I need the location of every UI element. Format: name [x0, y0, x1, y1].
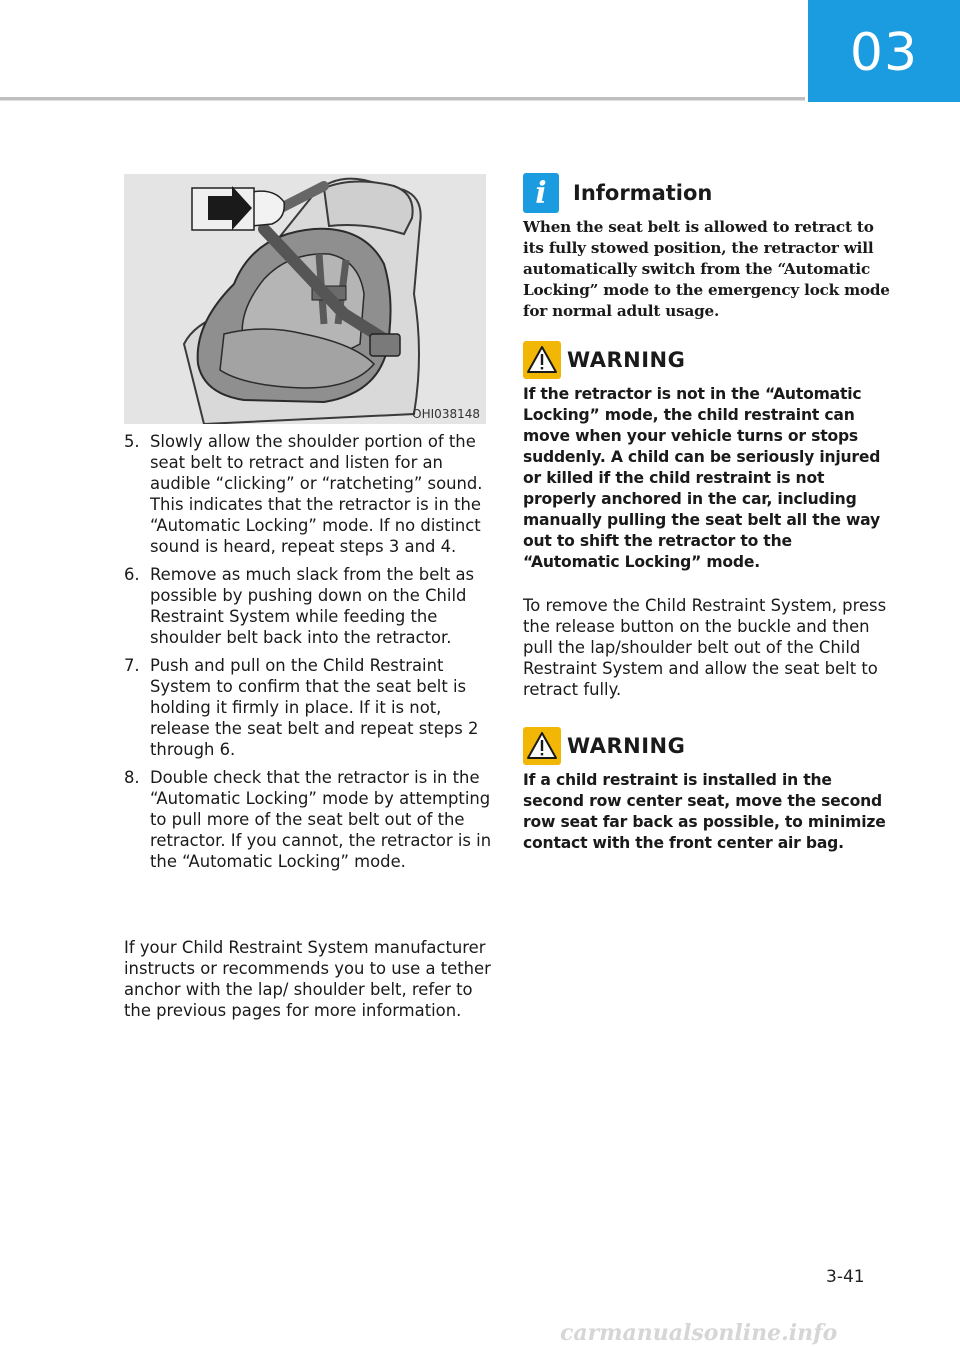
information-title: Information [573, 181, 713, 205]
list-item [124, 655, 494, 760]
warning-header [523, 340, 893, 380]
warning-title: WARNING [567, 734, 686, 758]
warning-header [523, 726, 893, 766]
info-icon: i [523, 173, 559, 213]
watermark: carmanualsonline.info [560, 1320, 838, 1346]
warning-title: WARNING [567, 348, 686, 372]
list-item [124, 431, 494, 557]
child-seat-drawing [124, 174, 486, 424]
step-text: Slowly allow the shoulder portion of the seat belt to retract and listen for an audible “clicking” or “ratcheting” sound. This indicates that the retractor is in the “Automatic Locking” mode. If no distinct sound is heard, repeat steps 3 and 4. [150, 432, 483, 556]
chapter-tab: 03 [808, 0, 960, 102]
information-box [523, 172, 893, 322]
warning-triangle-icon [523, 727, 561, 765]
step-text: Remove as much slack from the belt as possible by pushing down on the Child Restraint System while feeding the shoulder belt back into the retractor. [150, 565, 475, 647]
warning-box-center-seat [523, 726, 893, 854]
list-item [124, 767, 494, 872]
removal-paragraph: To remove the Child Restraint System, press the release button on the buckle and then pull the lap/shoulder belt out of the Child Restraint System and allow the seat belt to retract fully. [523, 596, 887, 699]
step-number: 7. [124, 656, 140, 675]
step-text: Push and pull on the Child Restraint System to confirm that the seat belt is holding it firmly in place. If it is not, release the seat belt and repeat steps 2 through 6. [150, 656, 479, 759]
page-number: 3-41 [826, 1267, 865, 1287]
warning-triangle-icon [523, 341, 561, 379]
header-rule-shadow [0, 100, 805, 101]
step-number: 6. [124, 565, 140, 584]
step-number: 5. [124, 432, 140, 451]
warning-text: If a child restraint is installed in the second row center seat, move the second row seat far back as possible, to minimize contact with the front center air bag. [523, 771, 886, 852]
list-item [124, 564, 494, 648]
tether-anchor-paragraph: If your Child Restraint System manufacturer instructs or recommends you to use a tether anchor with the lap/ shoulder belt, refer to the previous pages for more information. [124, 938, 491, 1020]
step-text: Double check that the retractor is in the “Automatic Locking” mode by attempting to pull more of the seat belt out of the retractor. If you cannot, the retractor is in the “Automatic Locking” mode. [150, 768, 492, 871]
figure-code: OHI038148 [412, 407, 480, 421]
step-number: 8. [124, 768, 140, 787]
information-text: When the seat belt is allowed to retract to its fully stowed position, the retractor will automatically switch from the “Automatic Locking” mode to the emergency lock mode for normal adult usage. [523, 218, 890, 320]
information-header [523, 172, 893, 214]
steps-list [124, 431, 494, 879]
warning-text: If the retractor is not in the “Automatic Locking” mode, the child restraint can move when your vehicle turns or stops suddenly. A child can be seriously injured or killed if the child restraint is not properly anchored in the car, including manually pulling the seat belt all the way out to shift the retractor to the “Automatic Locking” mode. [523, 385, 881, 571]
warning-box-retractor [523, 340, 893, 573]
child-seat-illustration [124, 174, 486, 424]
